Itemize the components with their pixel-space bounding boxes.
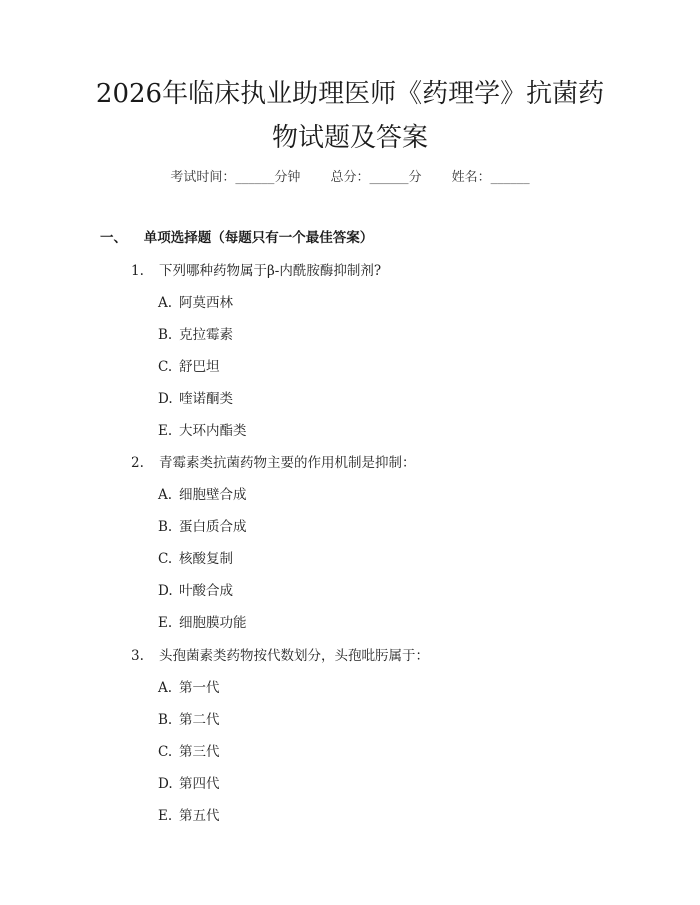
q2-option-c xyxy=(158,547,233,567)
question-number: 3. xyxy=(131,648,144,664)
question-number: 1. xyxy=(131,263,144,279)
option-letter: E. xyxy=(158,615,173,631)
question-text: 头孢菌素类药物按代数划分，头孢吡肟属于： xyxy=(159,648,429,664)
q2-option-b xyxy=(158,515,247,535)
option-letter: A. xyxy=(158,487,173,503)
q1-option-a xyxy=(158,291,233,311)
option-text: 大环内酯类 xyxy=(179,423,247,439)
q1-option-d xyxy=(158,387,233,407)
document-title xyxy=(60,72,640,160)
section-title: 单项选择题（每题只有一个最佳答案） xyxy=(143,230,374,246)
option-letter: C. xyxy=(158,359,173,375)
option-letter: D. xyxy=(158,776,173,792)
exam-meta xyxy=(0,166,700,185)
section-number: 一、 xyxy=(100,230,127,246)
option-text: 第五代 xyxy=(179,808,220,824)
option-text: 舒巴坦 xyxy=(179,359,220,375)
option-letter: D. xyxy=(158,583,173,599)
q2-option-e xyxy=(158,611,247,631)
option-letter: D. xyxy=(158,391,173,407)
q2-option-d xyxy=(158,579,233,599)
option-letter: A. xyxy=(158,295,173,311)
question-2 xyxy=(131,451,416,471)
q3-option-d xyxy=(158,772,220,792)
exam-time-field: 考试时间：______分钟 xyxy=(170,170,301,185)
q1-option-c xyxy=(158,355,220,375)
option-text: 阿莫西林 xyxy=(179,295,233,311)
question-text: 青霉素类抗菌药物主要的作用机制是抑制： xyxy=(159,455,416,471)
name-field: 姓名：______ xyxy=(451,170,530,185)
question-3 xyxy=(131,644,429,664)
title-line-2: 物试题及答案 xyxy=(271,123,428,153)
option-letter: E. xyxy=(158,423,173,439)
question-number: 2. xyxy=(131,455,144,471)
q1-option-b xyxy=(158,323,233,343)
q3-option-e xyxy=(158,804,220,824)
option-text: 第三代 xyxy=(179,744,220,760)
option-text: 第四代 xyxy=(179,776,220,792)
q3-option-a xyxy=(158,676,220,696)
option-text: 第二代 xyxy=(179,712,220,728)
title-line-1: 2026年临床执业助理医师《药理学》抗菌药 xyxy=(95,79,605,109)
option-text: 蛋白质合成 xyxy=(179,519,247,535)
section-heading xyxy=(100,226,373,246)
q3-option-b xyxy=(158,708,220,728)
question-text: 下列哪种药物属于β-内酰胺酶抑制剂? xyxy=(159,263,382,279)
option-letter: C. xyxy=(158,744,173,760)
option-text: 细胞膜功能 xyxy=(179,615,247,631)
q2-option-a xyxy=(158,483,247,503)
total-score-field: 总分：______分 xyxy=(330,170,422,185)
q3-option-c xyxy=(158,740,220,760)
option-text: 第一代 xyxy=(179,680,220,696)
option-text: 细胞壁合成 xyxy=(179,487,247,503)
option-letter: A. xyxy=(158,680,173,696)
q1-option-e xyxy=(158,419,247,439)
option-text: 喹诺酮类 xyxy=(179,391,233,407)
option-letter: B. xyxy=(158,712,173,728)
option-text: 叶酸合成 xyxy=(179,583,233,599)
option-letter: B. xyxy=(158,327,173,343)
option-text: 克拉霉素 xyxy=(179,327,233,343)
question-1 xyxy=(131,259,381,279)
option-letter: E. xyxy=(158,808,173,824)
option-letter: B. xyxy=(158,519,173,535)
option-text: 核酸复制 xyxy=(179,551,233,567)
option-letter: C. xyxy=(158,551,173,567)
